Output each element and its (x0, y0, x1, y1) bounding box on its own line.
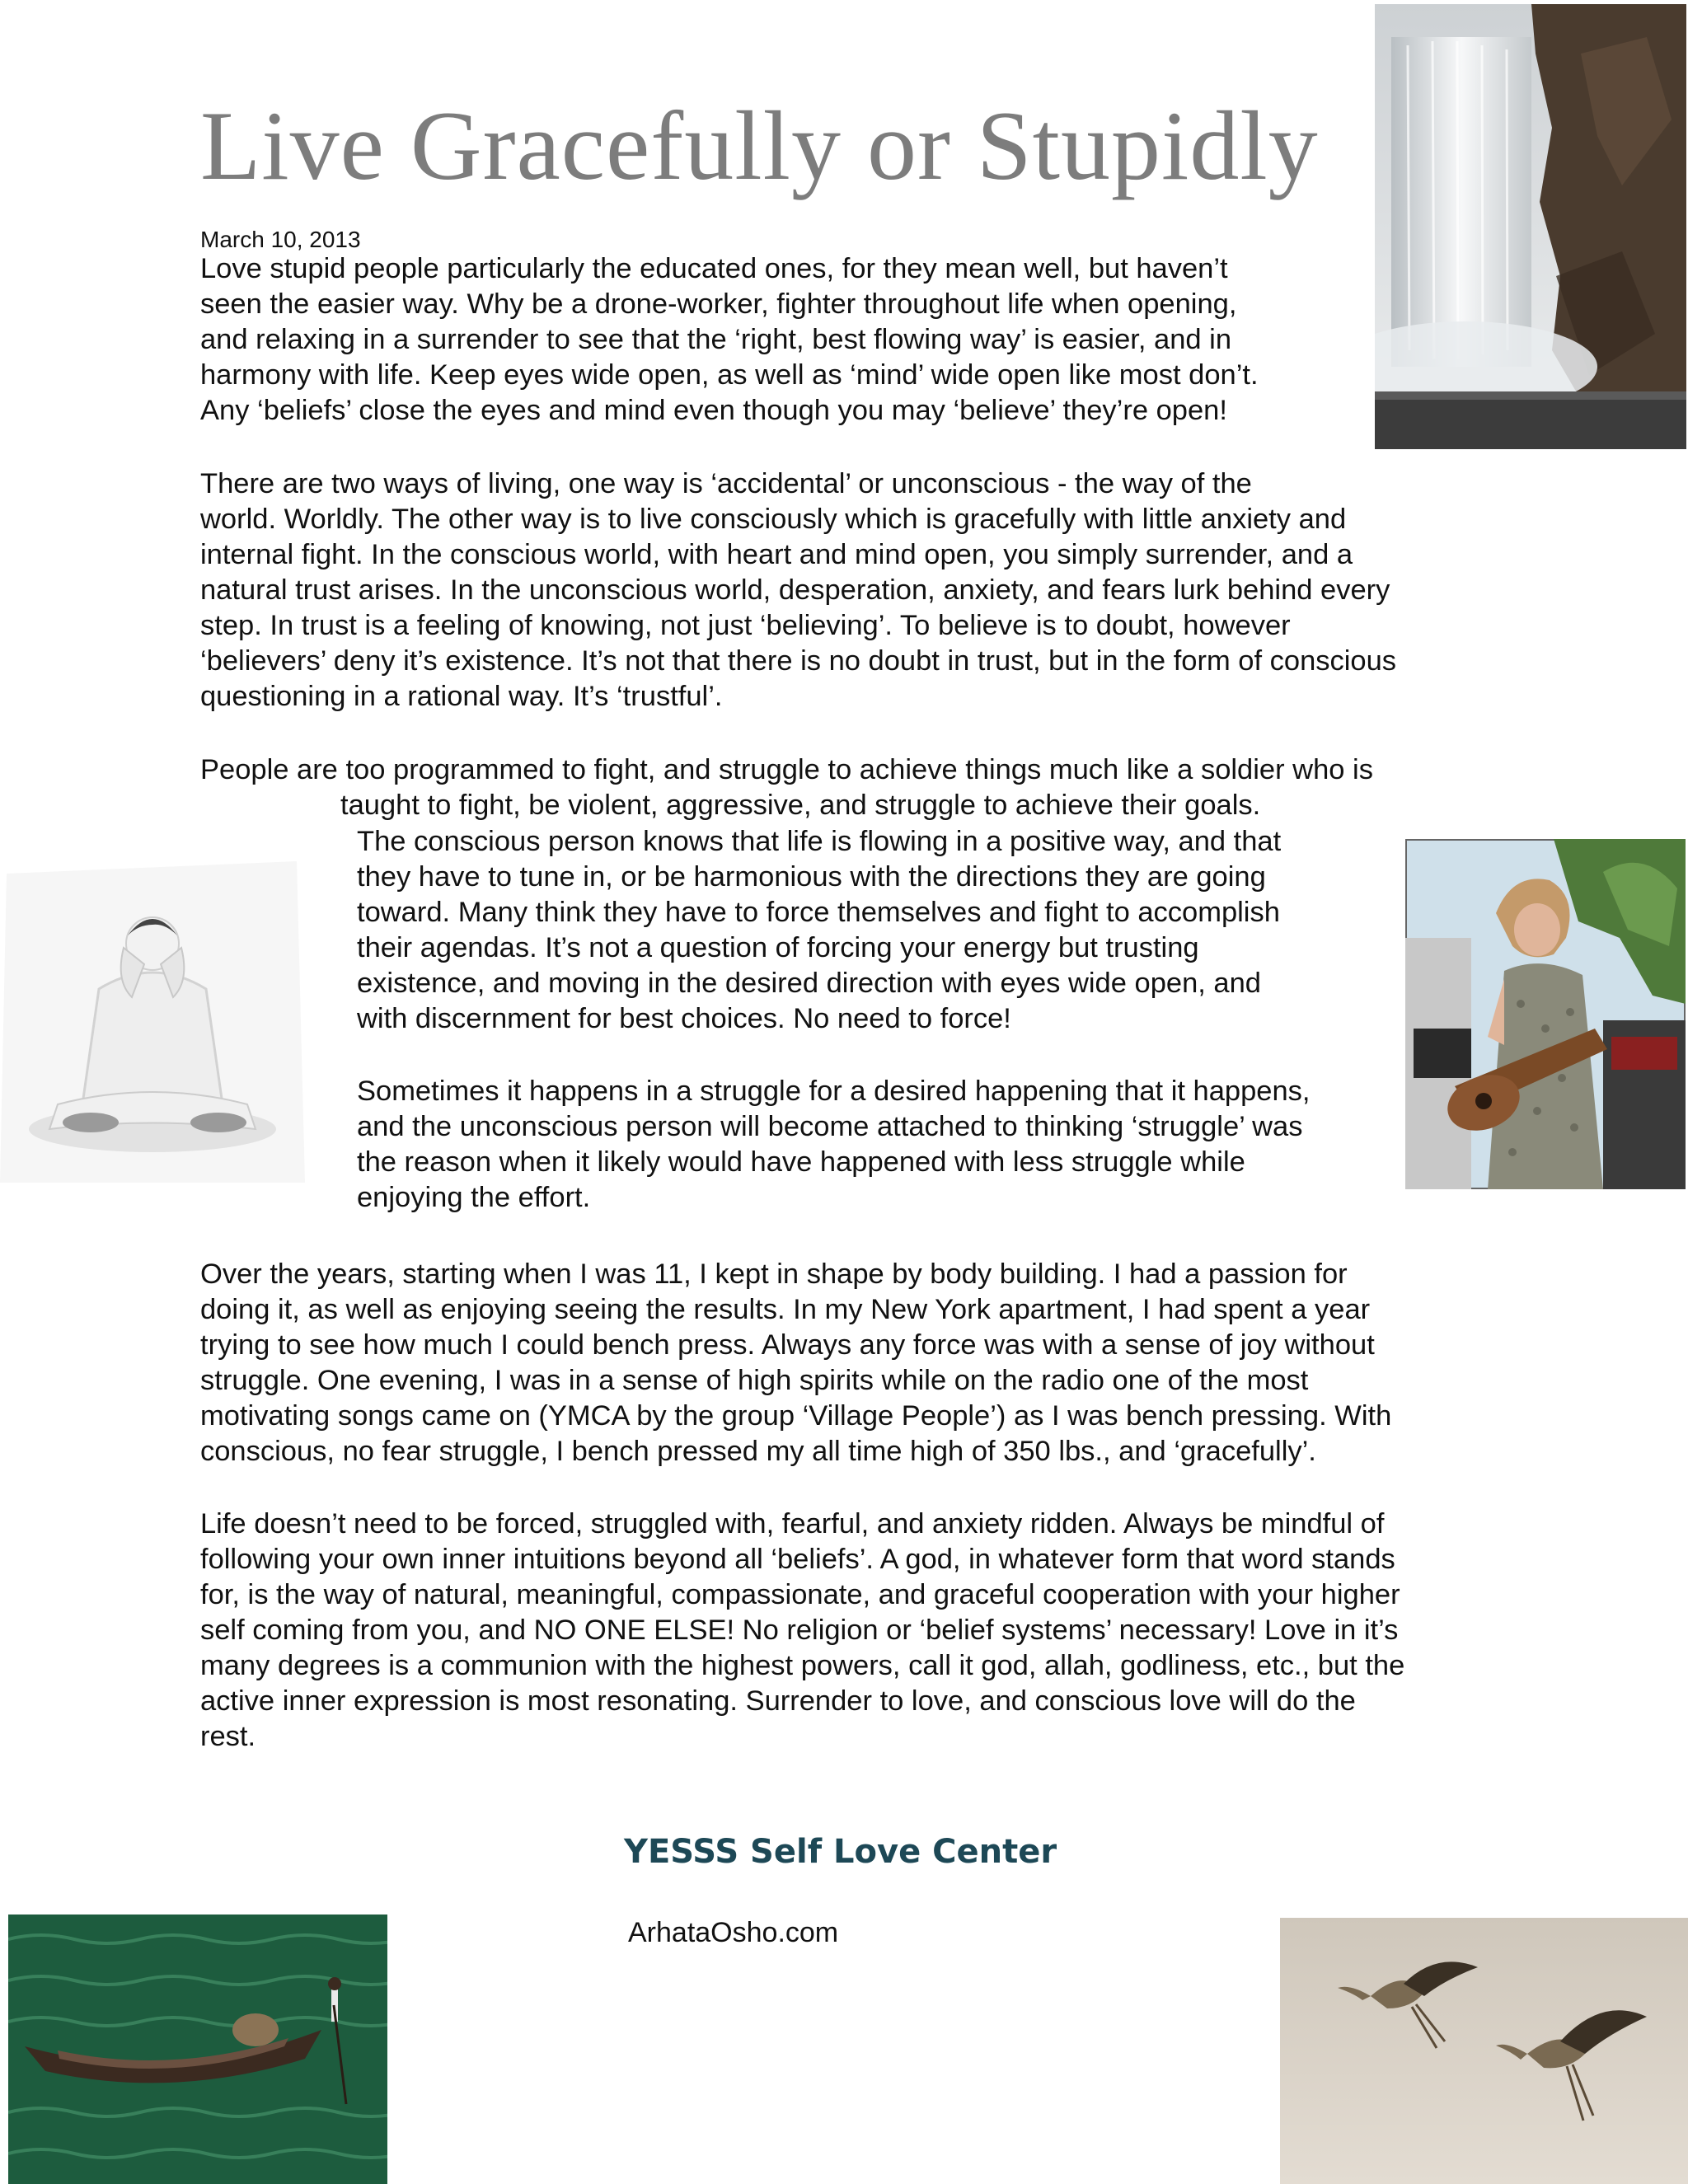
herons-photo (1280, 1918, 1688, 2184)
text-line: enjoying the effort. (357, 1182, 591, 1213)
text-line: questioning in a rational way. It’s ‘trustful’. (200, 681, 723, 712)
text-line: existence, and moving in the desired direction with eyes wide open, and (357, 968, 1261, 999)
text-line: natural trust arises. In the unconscious world, desperation, anxiety, and fears lurk behind every (200, 574, 1390, 606)
text-line: ‘believers’ deny it’s existence. It’s not that there is no doubt in trust, but in the form of conscious (200, 645, 1397, 677)
text-line: the reason when it likely would have happened with less struggle while (357, 1146, 1245, 1178)
text-line: seen the easier way. Why be a drone-worker, fighter throughout life when opening, (200, 288, 1237, 320)
text-line: Over the years, starting when I was 11, I kept in shape by body building. I had a passion for (200, 1258, 1348, 1290)
text-line: harmony with life. Keep eyes wide open, as well as ‘mind’ wide open like most don’t. (200, 359, 1259, 391)
paragraph-6 (200, 1257, 1391, 1469)
text-line: toward. Many think they have to force themselves and fight to accomplish (357, 897, 1280, 928)
paragraph-5 (357, 1074, 1311, 1216)
text-line: struggle. One evening, I was in a sense of high spirits while on the radio one of the most (200, 1365, 1309, 1396)
post-date: March 10, 2013 (200, 227, 361, 252)
text-line: Life doesn’t need to be forced, struggled with, fearful, and anxiety ridden. Always be mindful of (200, 1508, 1385, 1540)
paragraph-7 (200, 1507, 1404, 1755)
text-line: taught to fight, be violent, aggressive, and struggle to achieve their goals. (340, 790, 1261, 821)
text-line: self coming from you, and NO ONE ELSE! No religion or ‘belief systems’ necessary! Love in it’s (200, 1615, 1399, 1646)
text-line: and the unconscious person will become attached to thinking ‘struggle’ was (357, 1111, 1303, 1142)
page-title: Live Gracefully or Stupidly (200, 91, 1319, 200)
text-line: and relaxing in a surrender to see that the ‘right, best flowing way’ is easier, and in (200, 324, 1232, 355)
text-line: Love stupid people particularly the educated ones, for they mean well, but haven’t (200, 253, 1228, 284)
text-line: they have to tune in, or be harmonious with the directions they are going (357, 861, 1266, 893)
paragraph-3 (200, 752, 1373, 823)
text-line: conscious, no fear struggle, I bench pressed my all time high of 350 lbs., and ‘gracefully’. (200, 1436, 1316, 1467)
brand-name: YESSS Self Love Center (624, 1833, 1057, 1871)
website-text: ArhataOsho.com (628, 1917, 839, 1948)
text-line: trying to see how much I could bench press. Always any force was with a sense of joy without (200, 1329, 1375, 1361)
text-line: Sometimes it happens in a struggle for a desired happening that it happens, (357, 1076, 1311, 1107)
text-line: There are two ways of living, one way is ‘accidental’ or unconscious - the way of the (200, 468, 1252, 499)
text-line: active inner expression is most resonating. Surrender to love, and conscious love will do the (200, 1685, 1356, 1717)
text-line: world. Worldly. The other way is to live consciously which is gracefully with little anxiety and (200, 504, 1347, 535)
text-line: for, is the way of natural, meaningful, compassionate, and graceful cooperation with your higher (200, 1579, 1400, 1610)
text-line: with discernment for best choices. No need to force! (357, 1003, 1011, 1034)
waterfall-photo (1375, 4, 1686, 449)
text-line: step. In trust is a feeling of knowing, not just ‘believing’. To believe is to doubt, however (200, 610, 1291, 641)
text-line: People are too programmed to fight, and struggle to achieve things much like a soldier who is (200, 754, 1373, 785)
text-line: rest. (200, 1721, 256, 1752)
text-line: doing it, as well as enjoying seeing the results. In my New York apartment, I had spent a year (200, 1294, 1371, 1325)
guitarist-photo (1405, 839, 1686, 1189)
text-line: many degrees is a communion with the highest powers, call it god, allah, godliness, etc., but the (200, 1650, 1405, 1681)
text-line: their agendas. It’s not a question of forcing your energy but trusting (357, 932, 1199, 963)
paragraph-4 (357, 824, 1281, 1037)
paragraph-1 (200, 251, 1259, 429)
text-line: The conscious person knows that life is flowing in a positive way, and that (357, 826, 1282, 857)
paragraph-2 (200, 466, 1396, 715)
text-line: motivating songs came on (YMCA by the group ‘Village People’) as I was bench pressing. With (200, 1400, 1392, 1432)
text-line: internal fight. In the conscious world, with heart and mind open, you simply surrender, and a (200, 539, 1353, 570)
text-line: following your own inner intuitions beyond all ‘beliefs’. A god, in whatever form that word stands (200, 1544, 1395, 1575)
text-line: Any ‘beliefs’ close the eyes and mind even though you may ‘believe’ they’re open! (200, 395, 1227, 426)
boat-photo (8, 1915, 387, 2184)
meditating-man-photo (0, 857, 305, 1183)
